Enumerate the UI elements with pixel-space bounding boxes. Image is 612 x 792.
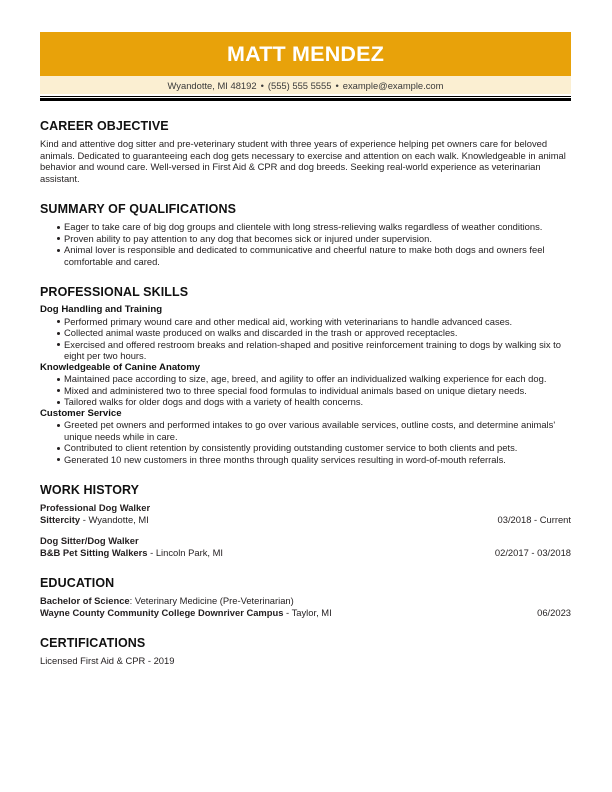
list-item: Animal lover is responsible and dedicated to communicative and cheerful nature to make both dogs and owners feel comfortable and cared. [64,244,571,267]
section-work-history [40,483,571,558]
resume-page [40,32,571,667]
list-item: Generated 10 new customers in three months through quality services resulting in word-of-mouth referrals. [64,454,571,466]
section-summary-of-qualifications [40,202,571,267]
school-name: Wayne County Community College Downriver Campus [40,606,284,618]
skill-list [40,419,571,465]
skill-list [40,373,571,408]
section-education [40,576,571,618]
skill-group-title: Customer Service [40,407,122,419]
degree: Bachelor of Science [40,595,130,606]
qualifications-list [40,221,571,267]
name-banner [40,32,571,76]
list-item: Contributed to client retention by consistently providing outstanding customer service to both clients and pets. [64,442,571,454]
job-position: Dog Sitter/Dog Walker [40,535,139,546]
school-location: - Taylor, MI [283,606,332,618]
list-item: Collected animal waste produced on walks and discarded in the trash or approved receptacles. [64,327,571,339]
separator-dot: • [260,79,264,91]
section-title: CERTIFICATIONS [40,636,146,650]
certification-item: Licensed First Aid & CPR - 2019 [40,655,175,666]
skill-list [40,316,571,362]
contact-phone: (555) 555 5555 [267,79,332,91]
contact-location: Wyandotte, MI 48192 [167,79,257,91]
contact-email: example@example.com [342,79,444,91]
job-dates: 03/2018 - Current [497,513,571,525]
job-position: Professional Dog Walker [40,502,151,513]
candidate-name: MATT MENDEZ [226,41,385,66]
job-company: Sittercity [40,513,81,525]
list-item: Proven ability to pay attention to any dog that becomes sick or injured under supervision. [64,233,571,245]
objective-text: Kind and attentive dog sitter and pre-veterinary student with three years of experience helping pet owners care for beloved animals. Dedicated to guaranteeing each dog gets necessary to exercise and attention on each walk. Knowledgeable in animal behavior and wound care. Well-versed in First Aid & CPR and dog breeds. Seeking real-world experience as veterinarian assistant. [40,138,566,184]
job-location: - Lincoln Park, MI [147,546,224,558]
job-company: B&B Pet Sitting Walkers [40,546,148,558]
header-divider-thin [40,96,571,97]
education-entry [40,595,571,618]
section-professional-skills [40,285,571,465]
job-location: - Wyandotte, MI [80,513,149,525]
job-entry [40,535,571,558]
section-title: WORK HISTORY [40,483,140,497]
list-item: Mixed and administered two to three special food formulas to individual animals based on unique dietary needs. [64,385,571,397]
list-item: Greeted pet owners and performed intakes to go over various available services, outline costs, and determine animals' unique needs while in care. [64,419,571,442]
job-dates: 02/2017 - 03/2018 [494,546,571,558]
section-title: EDUCATION [40,576,115,590]
section-title: CAREER OBJECTIVE [40,119,169,133]
section-career-objective [40,119,571,184]
list-item: Performed primary wound care and other medical aid, working with veterinarians to handle advanced cases. [64,316,571,328]
header-divider-thick [40,98,571,101]
list-item: Maintained pace according to size, age, breed, and agility to offer an individualized walking experience for each dog. [64,373,571,385]
skill-group-title: Dog Handling and Training [40,304,163,315]
list-item: Eager to take care of big dog groups and clientele with long stress-relieving walks regardless of weather conditions. [64,221,571,233]
list-item: Exercised and offered restroom breaks and relation-shaped and positive reinforcement training to dogs by walking six to eight per two hours. [64,339,571,362]
graduation-date: 06/2023 [537,606,571,618]
contact-bar [40,76,571,94]
skill-group-title: Knowledgeable of Canine Anatomy [40,361,201,373]
section-title: SUMMARY OF QUALIFICATIONS [40,202,237,216]
field-of-study: : Veterinary Medicine (Pre-Veterinarian) [129,595,294,606]
section-title: PROFESSIONAL SKILLS [40,285,189,299]
list-item: Tailored walks for older dogs and dogs with a variety of health concerns. [64,396,571,408]
section-certifications [40,636,571,667]
separator-dot: • [335,79,339,91]
job-entry [40,502,571,525]
